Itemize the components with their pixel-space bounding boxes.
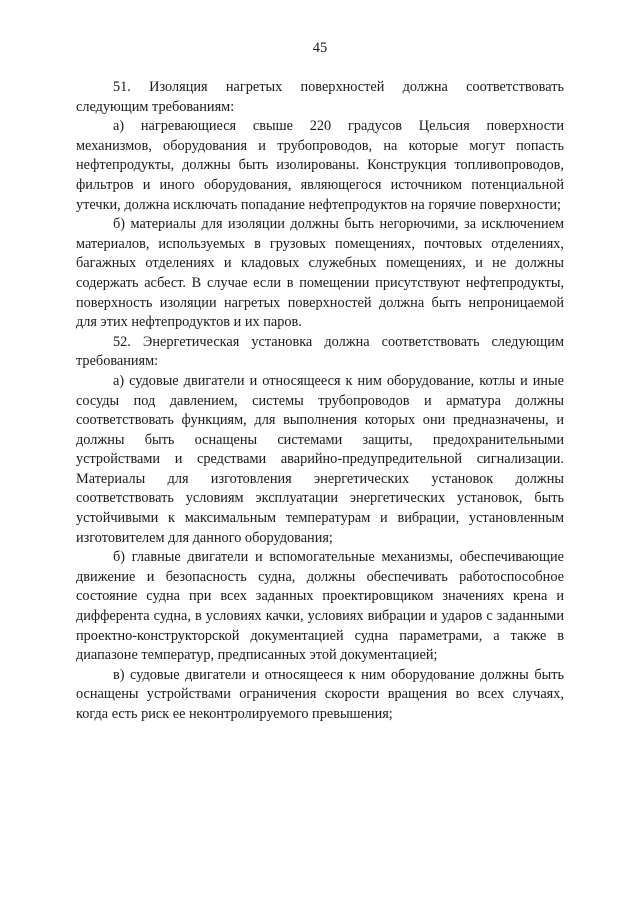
paragraph-51-a: а) нагревающиеся свыше 220 градусов Цельсия поверхности механизмов, оборудования и трубопроводов, на которые могут попасть нефтепродукты, должны быть изолированы. Конструкция топливопроводов, фильтров и иного оборудования, являющегося источником потенциальной утечки, должна исключать попадание нефтепродуктов на горячие поверхности; xyxy=(76,118,564,213)
page-number: 45 xyxy=(312,40,328,56)
paragraph-52-b: б) главные двигатели и вспомогательные механизмы, обеспечивающие движение и безопасность судна, должны обеспечивать работоспособное состояние судна при всех заданных проектировщиком значениях крена и дифферента судна, в условиях качки, условиях вибрации и ударов с заданными проектно-конструкторской документацией судна параметрами, а также в диапазоне температур, предписанных этой документацией; xyxy=(76,549,564,664)
paragraph-52-v: в) судовые двигатели и относящееся к ним оборудование должны быть оснащены устройствами ограничения скорости вращения во всех случаях, когда есть риск ее неконтролируемого превышения; xyxy=(76,666,564,722)
paragraph-51-intro: 51. Изоляция нагретых поверхностей должна соответствовать следующим требованиям: xyxy=(76,79,564,115)
document-body xyxy=(76,78,564,725)
paragraph-51-b: б) материалы для изоляции должны быть негорючими, за исключением материалов, используемых в грузовых помещениях, почтовых отделениях, багажных отделениях и кладовых служебных помещениях, и не должны содержать асбест. В случае если в помещении присутствуют нефтепродукты, поверхность изоляции нагретых поверхностей должна быть непроницаемой для этих нефтепродуктов и их паров. xyxy=(76,216,564,331)
paragraph-52-a: а) судовые двигатели и относящееся к ним оборудование, котлы и иные сосуды под давлением, системы трубопроводов и арматура должны соответствовать функциям, для выполнения которых они предназначены, и должны быть оснащены системами защиты, предохранительными устройствами и средствами аварийно-предупредительной сигнализации. Материалы для изготовления энергетических установок должны соответствовать условиям эксплуатации энергетических установок, быть устойчивыми к максимальным температурам и вибрации, установленным изготовителем для данного оборудования; xyxy=(76,372,564,546)
paragraph-52-intro: 52. Энергетическая установка должна соответствовать следующим требованиям: xyxy=(76,333,564,370)
